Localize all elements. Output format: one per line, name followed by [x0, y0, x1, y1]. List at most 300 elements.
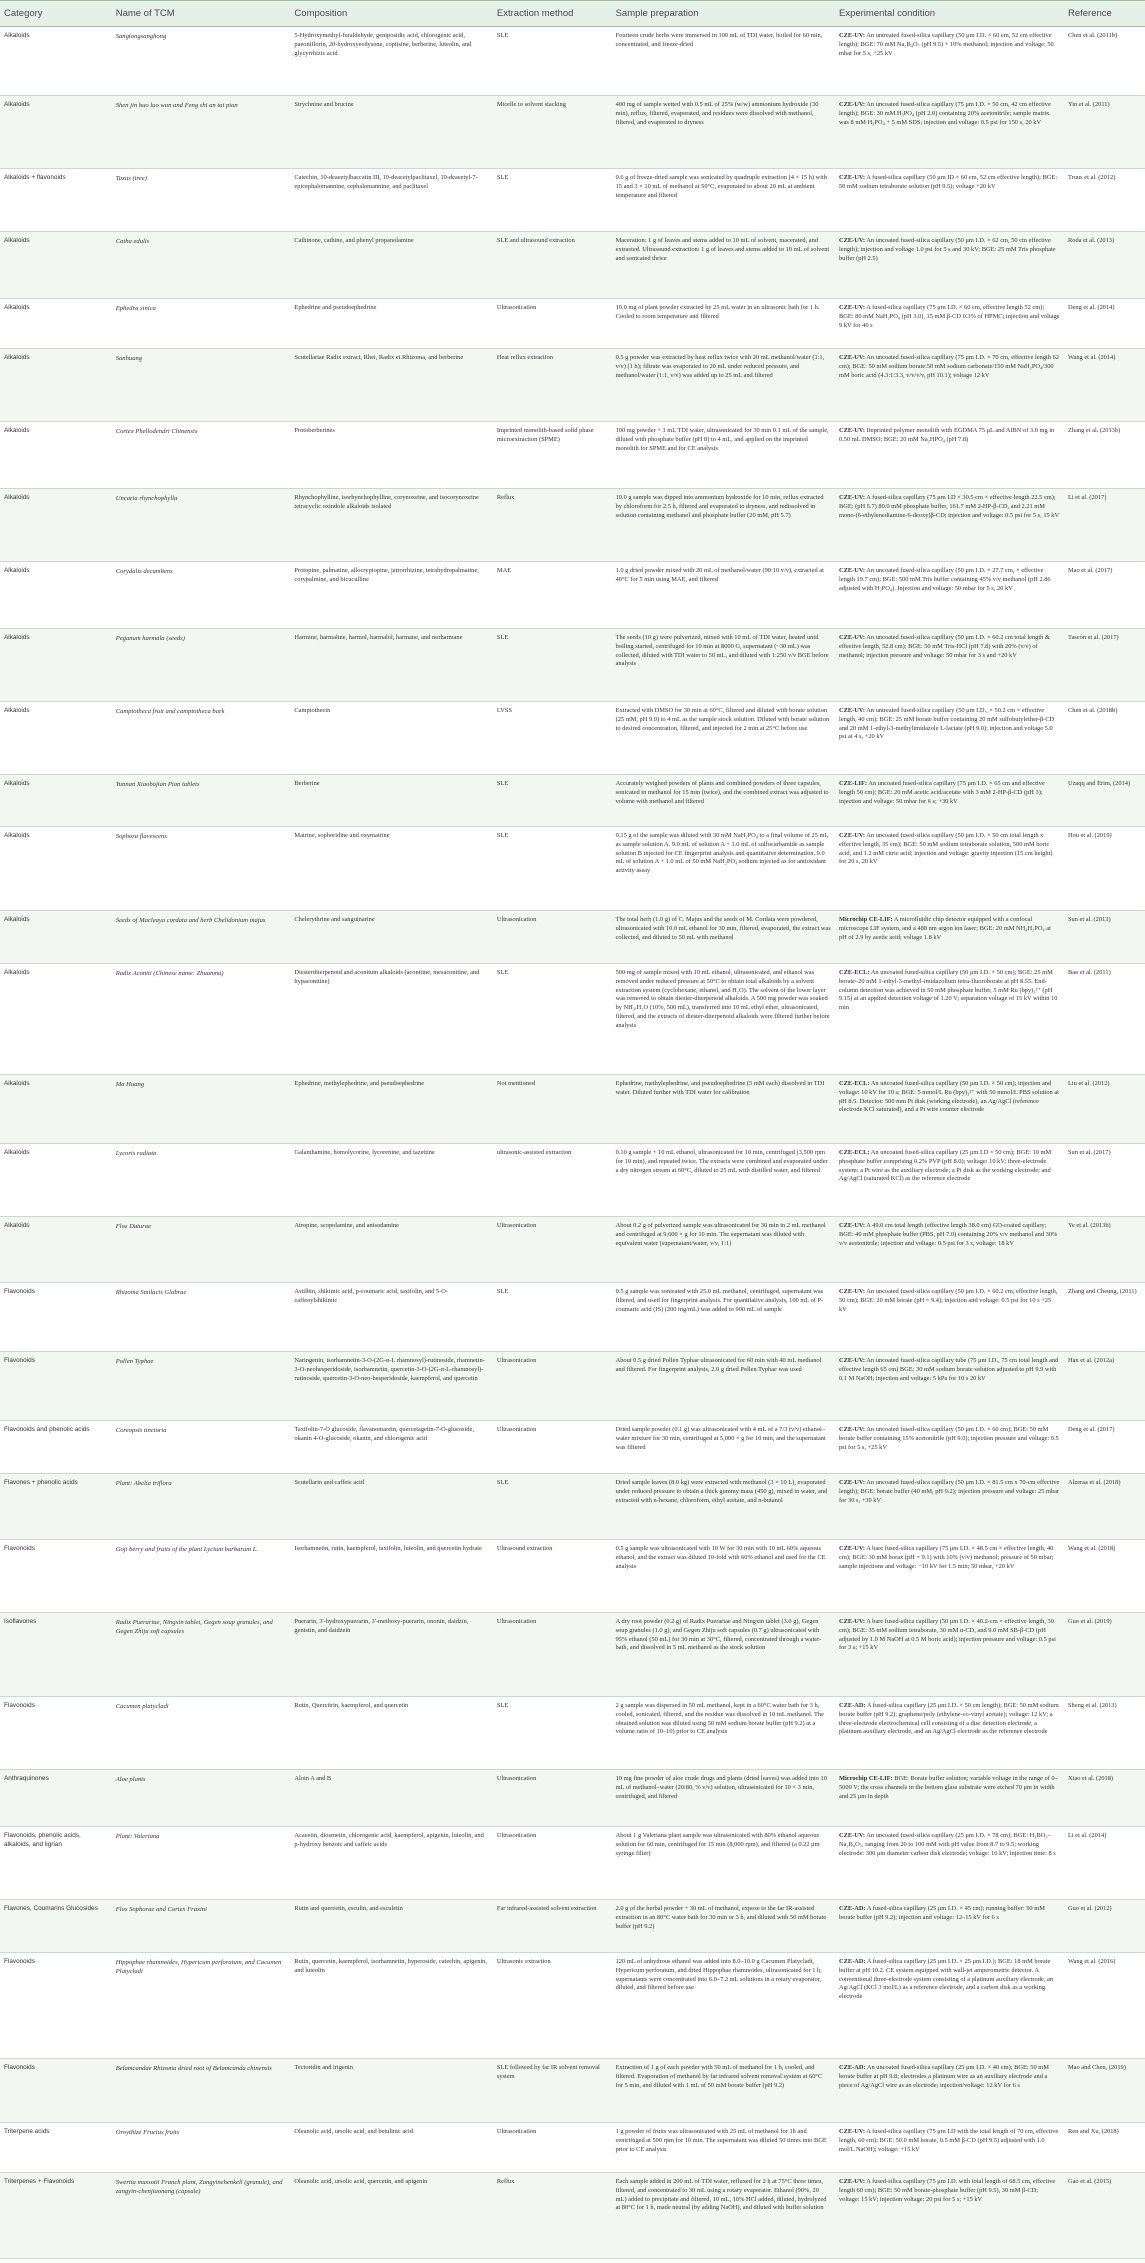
cell-experimental-condition	[835, 422, 1064, 489]
cell-reference: Li et al. (2014)	[1064, 1827, 1145, 1900]
cell-category: Flavonoids	[0, 1283, 112, 1352]
cell-sample-preparation: Accurately weighed powders of plants and combined powders of three capsules, sonicated in methanol for 15 min (twice), and the combined extract was adjusted to volume with methanol and filtered	[612, 775, 835, 827]
table-row	[0, 1421, 1145, 1474]
cell-reference: Gao et al. (2015)	[1064, 2173, 1145, 2259]
cell-experimental-condition	[835, 1540, 1064, 1613]
cell-tcm-name: Goji berry and fruits of the plant Lycium barbarum L.	[112, 1540, 291, 1613]
header-composition: Composition	[290, 1, 492, 27]
cell-reference: Truus et al. (2012)	[1064, 169, 1145, 232]
cell-reference: Yin et al. (2011)	[1064, 96, 1145, 169]
header-name: Name of TCM	[112, 1, 291, 27]
table-row	[0, 702, 1145, 775]
cell-composition: Puerarin, 3'-hydroxypuerarin, 3'-methoxy-puerarin, ononin, daidzin, genistin, and daidzein	[290, 1613, 492, 1697]
cell-composition: Protopine, palmatine, allocryptopine, jatrorrhizine, tetrahydropalmatine, corypalmine, and bicuculline	[290, 562, 492, 629]
cell-reference: Hou et al. (2019)	[1064, 827, 1145, 911]
cell-tcm-name: Camptotheca fruit and camptotheca bark	[112, 702, 291, 775]
cell-extraction-method: Far infrared-assisted solvent extraction	[493, 1900, 612, 1953]
cell-tcm-name: Flos Daturae	[112, 1217, 291, 1283]
condition-text: A fused-silica capillary (25 μm I.D. × 25 μm I.D.); BGE: 18 mM borate buffer at pH 10.2. CE system equipped with wall-jet amperometric detector. A conventional three-electrode system consisting of a platinum auxiliary electrode, an Ag/AgCl (KCl 3 mol/L) as a reference electrode, and a carbon disk as a working electrode	[838, 1958, 1053, 2001]
cell-category: Alkaloids	[0, 299, 112, 349]
cell-experimental-condition	[835, 2173, 1064, 2259]
cell-reference: Sun et al. (2013)	[1064, 911, 1145, 964]
condition-text: An uncoated fused-silica capillary (50 μm I.D. × 60.2 cm total length & effective length, 52.8 cm); BGE: 50 mM Tris-HCl (pH 7.8) with 20% (v/v) of methanol; injection pressure and voltage: 50 mbar for 3 s and +20 kV	[838, 634, 1050, 659]
cell-experimental-condition	[835, 96, 1064, 169]
cell-tcm-name: Seeds of Macleaya cordata and herb Chelidonium majus	[112, 911, 291, 964]
cell-tcm-name: Radix Aconiti (Chinese name: Zhuanmu)	[112, 964, 291, 1075]
condition-technique-label: CZE-UV:	[838, 2128, 866, 2135]
cell-extraction-method: SLE	[493, 964, 612, 1075]
cell-experimental-condition	[835, 1613, 1064, 1697]
cell-sample-preparation: 10.0 g sample was dipped into ammonium hydroxide for 10 min, reflux extracted by chloroform for 2.5 h, filtered and evaporated to dryness, and redissolved in solution containing methanol and phosphate buffer (20 mM, pH 5.7)	[612, 489, 835, 562]
cell-experimental-condition	[835, 1953, 1064, 2059]
table-row	[0, 629, 1145, 702]
cell-sample-preparation: Ephedrine, methylephedrine, and pseudoephedrine (5 mM each) dissolved in TDI water. Diluted further with TDI water for calibration	[612, 1075, 835, 1144]
condition-text: An uncoated fused-silica capillary (50 μm I.D. × 60 cm); BGE: 50 mM borate buffer containing 15% acetonitrile (pH 9.0); injection pressure and voltage: 0.5 psi for 5 s, +25 kV	[838, 1426, 1059, 1451]
cell-reference: Ren and Xu, (2018)	[1064, 2123, 1145, 2173]
cell-reference: Zhang and Cheung, (2011)	[1064, 1283, 1145, 1352]
cell-sample-preparation: 1.0 g dried powder mixed with 20 mL of methanol/water (90:10 v/v), extracted at 40°C for 5 min using MAE, and filtered	[612, 562, 835, 629]
condition-technique-label: CZE-UV:	[838, 634, 866, 641]
cell-tcm-name: Aloe plants	[112, 1770, 291, 1827]
cell-category: Flavonoids	[0, 2059, 112, 2123]
table-row	[0, 2123, 1145, 2173]
condition-text: An uncoated fused-silica capillary (75 μm I.D. × 50 cm, 42 cm effective length); BGE: 30 mM H₃PO₄ (pH 2.0) containing 20% acetonitrile; sample matrix was 8 mM H₃PO₄ + 5 mM SDS; injection and voltage: 0.5 psi for 150 s, 20 kV	[838, 101, 1051, 126]
table-row	[0, 1770, 1145, 1827]
condition-text: BGE: Borate buffer solution; variable voltage in the range of 0–5000 V; the cross channels in the bottom glass substrate were etched 70 μm in width and 25 μm in depth	[838, 1775, 1058, 1800]
cell-category: Flavonoids	[0, 1953, 112, 2059]
cell-experimental-condition	[835, 1144, 1064, 1217]
cell-category: Alkaloids + flavonoids	[0, 169, 112, 232]
cell-category: Alkaloids	[0, 27, 112, 96]
cell-sample-preparation: Extracted with DMSO for 30 min at 60°C, filtered and diluted with borate solution (25 mM, pH 9.0) to 4 mL as the sample stock solution. Diluted with borate solution to desired concentration, filtered, and injected for 2 min at 25°C before use	[612, 702, 835, 775]
condition-technique-label: CZE-AD:	[838, 2064, 866, 2071]
cell-category: Triterpenes + Flavonoids	[0, 2173, 112, 2259]
cell-tcm-name: Corydalis decumbens	[112, 562, 291, 629]
condition-technique-label: CZE-UV:	[838, 832, 866, 839]
condition-text: A fused-silica capillary (25 μm I.D. × 45 cm); running buffer: 50 mM borate buffer (pH 9.2); injection and voltage: 12–15 kV for 6 s	[838, 1905, 1045, 1921]
cell-sample-preparation: 500 mg of sample mixed with 10 mL ethanol, ultrasonicated, and ethanol was removed under reduced pressure at 50°C to obtain total alkaloids by a solvent extraction system (cyclohexane, ethanol, and H₂O). The solvent of the lower layer was removed to obtain diester-diterpenoid alkaloids. A 500 mg powder was soaked by NH₃.H₂O (10%, 500 mL), transferred into 10 mL ethyl ether, ultrasonicated, filtered, and the extracts of diester-diterpenoid alkaloids were filtered further before analysis	[612, 964, 835, 1075]
cell-extraction-method: Ultrasonication	[493, 2123, 612, 2173]
cell-composition: Oleanolic acid, ursolic acid, and betulinic acid	[290, 2123, 492, 2173]
condition-text: A microfluidic chip detector equipped with a confocal microscope LIF system, and a 488 nm argon ion laser; BGE: 20 mM NH₄H₂PO₄ at pH of 2.9 by acetic acid; voltage 1.8 kV	[838, 916, 1051, 941]
cell-sample-preparation: 400 mg of sample wetted with 0.5 mL of 25% (w/w) ammonium hydroxide (30 min), reflux, filtered, evaporated, and residues were dissolved with methanol, filtered, and evaporated to dryness	[612, 96, 835, 169]
cell-experimental-condition	[835, 1283, 1064, 1352]
cell-extraction-method: Ultrasonication	[493, 1827, 612, 1900]
cell-tcm-name: Pollen Typhae	[112, 1352, 291, 1421]
condition-text: A bare fused-silica capillary (50 μm I.D. × 40.2-cm × effective length, 30 cm); BGE: 35 mM sodium tetraborate, 30 mM α-CD, and 9.0 mM SB-β-CD (pH adjusted by 1.0 M NaOH at 0.5 M boric acid); injection pressure and voltage: 0.5 psi for 3 s; +15 kV	[838, 1618, 1056, 1652]
cell-composition: Astilbin, shikimic acid, p-coumaric acid, taxifolin, and 5-O-caffeoylshikimic	[290, 1283, 492, 1352]
cell-composition: Taxifolin-7-O glucoside, flavanomarein, quercetagetin-7-O-glucoside, okanin 4-O-glucoside, okanin, and chlorogenic acid	[290, 1421, 492, 1474]
cell-category: Flavones + phenolic acids	[0, 1474, 112, 1540]
cell-reference: Tascón et al. (2017)	[1064, 629, 1145, 702]
cell-sample-preparation: 0.5 g sample was ultrasonicated with 10 W for 30 min with 10 mL 60% aqueous ethanol, and the extract was diluted 10-fold with 60% ethanol and used for the CE analysis	[612, 1540, 835, 1613]
cell-reference: Xiao et al. (2018)	[1064, 1770, 1145, 1827]
cell-experimental-condition	[835, 232, 1064, 299]
cell-extraction-method: Ultrasonication	[493, 1352, 612, 1421]
cell-sample-preparation: 0.15 g of the sample was diluted with 30 mM NaH₂PO₄ to a final volume of 25 mL as sample solution A. 9.0 mL of solution A + 1.0 mL of sulfocarbamide as sample solution B injected for CE fingerprint analysis and quantitative determination. 9.0 mL of solution A + 1.0 mL of 50 mM NaH₂PO₄ sodium injected as for antioxidant activity assay	[612, 827, 835, 911]
cell-sample-preparation: The seeds (10 g) were pulverized, mixed with 10 mL of TDI water, heated until boiling started, centrifuged for 10 min at 8000 G, supernatant (~30 mL) was collected, diluted with TDI water to 50 mL, and diluted with 1:250 v/v BGE before analysis	[612, 629, 835, 702]
cell-reference: Uzaqq and Erim, (2014)	[1064, 775, 1145, 827]
condition-text: An uncoated fused-silica capillary (25 μm I.D. × 78 cm); BGE: H₃BO₃–Na₂B₄O₇, ranging from 20 to 100 mM with pH value from 8.7 to 9.5; working electrode: 300 μm diameter carbon disk electrode; voltage: 16 kV; injection time: 8 s	[838, 1832, 1056, 1857]
cell-category: Alkaloids	[0, 562, 112, 629]
cell-tcm-name: Sophora flavescens	[112, 827, 291, 911]
cell-composition: Isorhamnetin, rutin, kaempferol, taxifolin, luteolin, and quercetin hydrate	[290, 1540, 492, 1613]
cell-experimental-condition	[835, 1697, 1064, 1770]
cell-experimental-condition	[835, 1421, 1064, 1474]
cell-extraction-method: Reflux	[493, 2173, 612, 2259]
condition-technique-label: Microchip CE-LIF:	[838, 1775, 893, 1782]
cell-tcm-name: Lycoris radiata	[112, 1144, 291, 1217]
condition-technique-label: CZE-UV:	[838, 1545, 866, 1552]
table-row	[0, 1697, 1145, 1770]
cell-sample-preparation: The total herb (1.0 g) of C. Majus and the seeds of M. Cordata were powdered, ultrasonicated with 10.0 mL ethanol for 30 min, filtered, evaporated, the extract was collected, and diluted to 50 mL with methanol	[612, 911, 835, 964]
cell-extraction-method: Ultrasonication	[493, 1421, 612, 1474]
cell-experimental-condition	[835, 2123, 1064, 2173]
cell-tcm-name: Ephedra sinica	[112, 299, 291, 349]
cell-tcm-name: Peganum harmala (seeds)	[112, 629, 291, 702]
table-header-row	[0, 1, 1145, 27]
table-body	[0, 27, 1145, 2259]
cell-composition: Naringenin, isorhamnetin-3-O-(2G-α-L rhamnosyl)-rutinoside, rhamnetin-3-O-neohesperidoside, isorhamnetin, quercetin-3-O-(2G-α-L-rhamnosyl)-rutinoside, quercetin-3-O-neo-hesperidoside, kaempferol, and quercetin	[290, 1352, 492, 1421]
cell-extraction-method: SLE	[493, 1697, 612, 1770]
cell-composition: Strychnine and brucine	[290, 96, 492, 169]
condition-text: An uncoated fused-silica capillary (25 μm I.D × 50 cm); BGE: 10 mM phosphate buffer comprising 0.2% PVP (pH 8.0); voltage: 10 kV; three-electrode system: a Pt wire as the auxiliary electrode; a Pt disk as the working electrode; and Ag/AgCl (saturated KCl) as the reference electrode	[838, 1149, 1052, 1183]
cell-category: Alkaloids	[0, 702, 112, 775]
cell-category: Alkaloids	[0, 1144, 112, 1217]
condition-text: A fused-silica capillary (75 μm I.D. with total length of 68.5 cm, effective length 60 cm); BGE: 50 mM borate-phosphate buffer (pH 9.5), 30 mM β-CD; voltage: 15 kV; injection voltage: 20 psi for 5 s; +15 kV	[838, 2178, 1056, 2203]
table-row	[0, 349, 1145, 422]
cell-composition: Tectoridin and irigenin	[290, 2059, 492, 2123]
cell-category: Alkaloids	[0, 629, 112, 702]
cell-experimental-condition	[835, 2059, 1064, 2123]
cell-tcm-name: Uncaria rhynchophylla	[112, 489, 291, 562]
header-reference: Reference	[1064, 1, 1145, 27]
cell-composition: Diesterditerpenoid and aconitum alkaloids (aconitine, mesaconitine, and hypaconitine)	[290, 964, 492, 1075]
condition-technique-label: CZE-UV:	[838, 427, 866, 434]
cell-sample-preparation: 2.0 g of the herbal powder + 30 mL of methanol, expose to the far IR-assisted extraction in an 80°C water bath for 30 min or 3 h, and diluted with 50 mM borate buffer (pH 9.2)	[612, 1900, 835, 1953]
condition-technique-label: CZE-UV:	[838, 1832, 866, 1839]
header-preparation: Sample preparation	[612, 1, 835, 27]
cell-experimental-condition	[835, 964, 1064, 1075]
condition-technique-label: CZE-UV:	[838, 237, 866, 244]
cell-sample-preparation: 1 g powder of fruits was ultrasonicated with 25 mL of methanol for 1h and centrifuged at 500 rpm for 10 min. The supernatant was diluted 50 times into BGE prior to CE analysis	[612, 2123, 835, 2173]
cell-extraction-method: MAE	[493, 562, 612, 629]
condition-technique-label: Microchip CE-LIF:	[838, 916, 893, 923]
condition-text: An uncoated fused-silica capillary (75 μm I.D. × 70 cm, effective length 62 cm); BGE: 50 mM sodium borate:50 mM sodium carbonate/150 mM NaH₂PO₄/300 mM boric acid (4.3:1:3.3, v/v/v/v, pH 10.1); voltage 12 kV	[838, 354, 1059, 379]
condition-technique-label: CZE-ECL:	[838, 1149, 870, 1156]
cell-experimental-condition	[835, 702, 1064, 775]
cell-extraction-method: Ultrasonic extraction	[493, 1953, 612, 2059]
cell-category: Alkaloids	[0, 349, 112, 422]
cell-tcm-name: Swertia mussotii Franch plant, Zangyinchenkeli (granule), and zangyin-chenjiaonang (capsule)	[112, 2173, 291, 2259]
table-row	[0, 2059, 1145, 2123]
cell-extraction-method: LVSS	[493, 702, 612, 775]
table-row	[0, 27, 1145, 96]
table-row	[0, 562, 1145, 629]
table-row	[0, 1540, 1145, 1613]
cell-tcm-name: Oroythize Fructus fruits	[112, 2123, 291, 2173]
table-row	[0, 1283, 1145, 1352]
cell-category: Flavonoids and phenolic acids	[0, 1421, 112, 1474]
cell-reference: Han et al. (2012a)	[1064, 1352, 1145, 1421]
cell-reference: Mao et al. (2017)	[1064, 562, 1145, 629]
cell-experimental-condition	[835, 1474, 1064, 1540]
cell-experimental-condition	[835, 1352, 1064, 1421]
header-condition: Experimental condition	[835, 1, 1064, 27]
condition-technique-label: CZE-UV:	[838, 1222, 866, 1229]
condition-text: An uncoated fused-silica capillary (50 μm I.D. × 62 cm, 50 cm effective length); injection and voltage 1.0 psi for 5 s and 30 kV; BGE: 25 mM Tris phosphate buffer (pH 2.5)	[838, 237, 1056, 262]
cell-experimental-condition	[835, 827, 1064, 911]
cell-sample-preparation: 10 mg fine powder of aloe crude drugs and plants (dried leaves) was added into 10 mL of methanol–water (20:80, % v/v) solution, ultrasonicated for 10 × 3 min, centrifuged, and filtered	[612, 1770, 835, 1827]
condition-technique-label: CZE-UV:	[838, 304, 866, 311]
cell-extraction-method: Ultrasonication	[493, 1217, 612, 1283]
cell-sample-preparation: 10.0 mg of plant powder extracted by 25 mL water in an ultrasonic bath for 1 h. Cooled to room temperature and filtered	[612, 299, 835, 349]
cell-extraction-method: Ultrasonication	[493, 299, 612, 349]
cell-sample-preparation: Dried sample powder (0.1 g) was ultrasonicated with 4 mL of a 7/3 (v/v) ethanol–water mixture for 30 min, centrifuged at 5,000 × g for 10 min, and the supernatant was filtered	[612, 1421, 835, 1474]
cell-composition: Oleanolic acid, ursolic acid, quercetin, and apigenin	[290, 2173, 492, 2259]
cell-extraction-method: SLE	[493, 827, 612, 911]
condition-technique-label: CZE-AD:	[838, 1905, 866, 1912]
cell-reference: Chen et al. (2011b)	[1064, 27, 1145, 96]
cell-composition: Harmine, harmaline, harmol, harmalol, harmane, and norharmane	[290, 629, 492, 702]
condition-text: Imprinted polymer monolith with EGDMA 75 μL and AIBN of 3.0 mg in 0.50 mL DMSO; BGE: 20 mM Na₂HPO₄ (pH 7.8)	[838, 427, 1055, 443]
table-row	[0, 169, 1145, 232]
cell-experimental-condition	[835, 27, 1064, 96]
cell-category: Flavones, Coumarins Glucosides	[0, 1900, 112, 1953]
cell-experimental-condition	[835, 629, 1064, 702]
cell-extraction-method: SLE	[493, 27, 612, 96]
condition-technique-label: CZE-UV:	[838, 32, 866, 39]
table-row	[0, 232, 1145, 299]
condition-technique-label: CZE-LIF:	[838, 780, 868, 787]
cell-sample-preparation: 0.5 g powder was extracted by heat reflux twice with 20 mL methanol/water (1:1, v/v) (1 h); filtrate was evaporated to 20 mL under reduced pressure, and methanol/water (1:1, v/v) was added up to 25 mL and filtered	[612, 349, 835, 422]
cell-extraction-method: Micelle to solvent stacking	[493, 96, 612, 169]
cell-tcm-name: Belamcandae Rhizoma dried root of Belamcanda chinensis	[112, 2059, 291, 2123]
cell-reference: Guo et al. (2012)	[1064, 1900, 1145, 1953]
cell-category: Triterpene acids	[0, 2123, 112, 2173]
cell-sample-preparation: Fourteen crude herbs were immersed in 100 mL of TDI water, boiled for 60 min, concentrated, and freeze-dried	[612, 27, 835, 96]
cell-composition: Ephedrine and pseudoephedrine	[290, 299, 492, 349]
cell-tcm-name: Plant: Abelia triflora	[112, 1474, 291, 1540]
cell-extraction-method: Not mentioned	[493, 1075, 612, 1144]
cell-composition: Aloin A and B	[290, 1770, 492, 1827]
condition-technique-label: CZE-UV:	[838, 707, 866, 714]
cell-category: Flavonoids, phenolic acids, alkaloids, and lignan	[0, 1827, 112, 1900]
cell-composition: Rutin, Quercitrin, kaempferol, and quercetin	[290, 1697, 492, 1770]
cell-reference: Mao and Chen, (2019)	[1064, 2059, 1145, 2123]
cell-tcm-name: Cortex Phellodendri Chinensis	[112, 422, 291, 489]
cell-extraction-method: SLE	[493, 1474, 612, 1540]
cell-composition: Rhynchophylline, isorhynchophylline, corynoxeine, and isocorynoxeine tetracyclic oxindole alkaloids isolated	[290, 489, 492, 562]
condition-technique-label: CZE-ECL:	[838, 969, 870, 976]
condition-text: A bare fused-silica capillary (75 μm I.D. × 48.5 cm × effective length, 40 cm); BGE: 30 mM borax (pH = 9.1) with 10% (v/v) methanol; pressure of 50 mbar; sample injections and voltage: −10 kV for 1.5 min; 50 mbar, +20 kV	[838, 1545, 1054, 1570]
table-row	[0, 96, 1145, 169]
table-row	[0, 1217, 1145, 1283]
cell-extraction-method: SLE	[493, 169, 612, 232]
cell-reference: Sheng et al. (2013)	[1064, 1697, 1145, 1770]
table-row	[0, 422, 1145, 489]
cell-composition: 5-Hydroxymethyl-furaldehyde, geniposidic acid, chlorogenic acid, paeoniflorin, 20-hydroxyecdysone, coptisine, berberine, luteolin, and glycyrrhizic acid	[290, 27, 492, 96]
cell-reference: Bao et al. (2011)	[1064, 964, 1145, 1075]
cell-reference: Chen et al. (2018b)	[1064, 702, 1145, 775]
condition-text: A fused-silica capillary (75 μm I.D × 30.5 cm × effective length 22.5 cm); BGE: (pH 5.7) 80.0 mM phosphate buffer, 161.7 mM 2-HP-β-CD, and 2.21 mM mono-(6-ethylenediamine-6-deoxy)β-CD; injection and voltage: 0.5 psi for 5 s, 15 kV	[838, 494, 1060, 519]
condition-technique-label: CZE-UV:	[838, 1479, 866, 1486]
condition-text: An uncoated fused-silica capillary (50 μm I.D. × 50 cm total length x effective length, 35 cm); BGE: 50 mM sodium tetraborate solution, 500 mM boric acid, and 1.2 mM citric acid; injection and voltage: gravity injection (15 cm height) for 20 s, 20 kV	[838, 832, 1053, 866]
cell-experimental-condition	[835, 169, 1064, 232]
cell-composition: Rutin, quercetin, kaempferol, isorhamnetin, hyperoside, catechin, apigenin, and luteolin	[290, 1953, 492, 2059]
cell-experimental-condition	[835, 1217, 1064, 1283]
condition-technique-label: CZE-UV:	[838, 174, 866, 181]
cell-extraction-method: SLE and ultrasound extraction	[493, 232, 612, 299]
cell-tcm-name: Ma Huang	[112, 1075, 291, 1144]
condition-technique-label: CZE-AD:	[838, 1702, 866, 1709]
condition-technique-label: CZE-UV:	[838, 1618, 866, 1625]
header-category: Category	[0, 1, 112, 27]
cell-composition: Ephedrine, methylephedrine, and pseudoephedrine	[290, 1075, 492, 1144]
cell-experimental-condition	[835, 562, 1064, 629]
cell-experimental-condition	[835, 349, 1064, 422]
condition-technique-label: CZE-UV:	[838, 1426, 866, 1433]
condition-technique-label: CZE-UV:	[838, 354, 866, 361]
cell-extraction-method: Reflux	[493, 489, 612, 562]
cell-sample-preparation: 0.5 g sample was sonicated with 25.0 mL methanol, centrifuged, supernatant was filtered, and used for fingerprint analysis. For quantitative analysis, 100 mL of P-coumaric acid (IS) (200 mg/mL) was added to 900 mL of sample	[612, 1283, 835, 1352]
condition-technique-label: CZE-UV:	[838, 567, 866, 574]
cell-experimental-condition	[835, 1900, 1064, 1953]
cell-reference: Li et al. (2017)	[1064, 489, 1145, 562]
cell-tcm-name: Coreopsis tinctoria	[112, 1421, 291, 1474]
condition-technique-label: CZE-ECL:	[838, 1080, 870, 1087]
condition-text: An uncoated fused-silica capillary (50 μm I.D. × 50 cm); injection and voltage: 10 kV for 10 s; BGE: 5 mmol/L Ru (bpy)₃²⁺ with 50 mmol/L PBS solution at pH 8.5. Detector: 500 mm Pt disk (working electrode), an Ag/AgCl (reference electrode KCl saturated), and a Pt wire counter electrode	[838, 1080, 1059, 1114]
condition-text: An uncoated fused-silica capillary (75 μm I.D. × 65 cm and effective length 50 cm); BGE: 20 mM acetic acid/acetate with 3 mM 2-HP-β-CD (pH 3); injection and voltage: 50 mbar for 6 s; +30 kV	[838, 780, 1045, 805]
cell-category: Alkaloids	[0, 964, 112, 1075]
cell-category: Alkaloids	[0, 96, 112, 169]
cell-sample-preparation: 2 g sample was dispersed in 50 mL methanol, kept in a 60°C water bath for 3 h, cooled, sonicated, filtered, and the residue was dissolved in 10 mL methanol. The obtained solution was diluted using 50 mM sodium borate buffer (pH 9.2) at a volume ratio of 10–10) prior to CE analysis	[612, 1697, 835, 1770]
cell-experimental-condition	[835, 489, 1064, 562]
cell-category: Alkaloids	[0, 232, 112, 299]
cell-sample-preparation: Extraction of 1 g of each powder with 50 mL of methanol for 1 h, cooled, and filtered. Evaporation of methanol by far infrared solvent removal system at 60°C for 5 min, and diluted with 1 mL of 50 mM borate buffer (pH 9.2)	[612, 2059, 835, 2123]
cell-category: Alkaloids	[0, 827, 112, 911]
cell-extraction-method: Imprinted monolith-based solid phase microextraction (SPME)	[493, 422, 612, 489]
cell-experimental-condition	[835, 1770, 1064, 1827]
condition-text: An untreated fused-silica capillary (50 μm I.D., × 50.2 cm × effective length, 40 cm); BGE: 25 mM borate buffer containing 20 mM sulfobutylether-β-CD and 20 mM 1-ethyl-3-methylimidazole L-lactate (pH 9.0); injection and voltage 5.0 psi at 4 s, +20 kV	[838, 707, 1055, 741]
cell-reference: Wang et al. (2018)	[1064, 1540, 1145, 1613]
condition-technique-label: CZE-UV:	[838, 494, 866, 501]
cell-reference: Alzeraa et al. (2018)	[1064, 1474, 1145, 1540]
cell-category: Flavonoids	[0, 1352, 112, 1421]
cell-experimental-condition	[835, 775, 1064, 827]
cell-composition: Scutellarin and caffeic acid	[290, 1474, 492, 1540]
condition-text: An uncoated fused-silica capillary tube (75 μm I.D., 75 cm total length and effective length 65 cm) BGE: 30 mM sodium borate solution adjusted to pH 9.9 with 0.1 M NaOH; injection and voltage: 5 kPa for 10 s 20 kV	[838, 1357, 1059, 1382]
table-row	[0, 2173, 1145, 2259]
cell-reference: Sun et al. (2017)	[1064, 1144, 1145, 1217]
condition-text: An uncoated fused-silica capillary (25 μm I.D. × 40 cm); BGE: 50 mM borate buffer at pH 9.8; electrodes a platinum wire as an auxiliary electrode and a piece of Ag/AgCl wire as an electrode; injection/voltage: 12 kV for 6 s	[838, 2064, 1049, 2089]
cell-category: Alkaloids	[0, 489, 112, 562]
cell-composition: Acacetin, diosmetin, chlorogenic acid, kaempferol, apigenin, luteolin, and p-hydroxy benzoic and caffeic acids	[290, 1827, 492, 1900]
table-row	[0, 1953, 1145, 2059]
cell-experimental-condition	[835, 911, 1064, 964]
cell-experimental-condition	[835, 299, 1064, 349]
table-row	[0, 1900, 1145, 1953]
cell-reference: Guo et al. (2019)	[1064, 1613, 1145, 1697]
cell-sample-preparation: Each sample added in 200 mL of TDI water, refluxed for 2 h at 75°C three times, filtered, and concentrated to 30 mL using a rotary evaporator. Ethanol (90%, 20 mL) added to precipitate and filtered, 10 mL, 10% HCl added, diluted, hydrolyzed at 80°C for 1 h, made neutral (by adding NaOH), and diluted with buffer solution	[612, 2173, 835, 2259]
table-row	[0, 775, 1145, 827]
condition-text: A fused-silica capillary (75 μm I.D with the total length of 70 cm, effective length, 60 cm); BGE: 50.0 mM borate, 0.5 mM β-CD (pH 9.5) adjusted with 1.0 mol/L NaOH); voltage: +15 kV	[838, 2128, 1059, 2153]
condition-technique-label: CZE-AD:	[838, 1958, 866, 1965]
cell-tcm-name: Sangtongsanghong	[112, 27, 291, 96]
cell-sample-preparation: About 1 g Valeriana plant sample was ultrasonicated with 80% ethanol aqueous solution for 60 min, centrifuged for 15 min (8,000 rpm), and filtered (a 0.22 μm syringe filter)	[612, 1827, 835, 1900]
cell-reference: Liu et al. (2012)	[1064, 1075, 1145, 1144]
condition-technique-label: CZE-UV:	[838, 101, 866, 108]
cell-sample-preparation: A dry root powder (0.2 g) of Radix Puerariae and Ningxin tablet (3.0 g), Gegen soup granules (1.0 g), and Gegen Zhiju soft capsules (0.7 g) ultrasonicated with 95% ethanol (50 mL) for 30 min at 30°C, filtered, concentrated through a water-bath, and dissolved in 5 mL methanol as the stock solution	[612, 1613, 835, 1697]
cell-category: Isoflavones	[0, 1613, 112, 1697]
cell-sample-preparation: 100 mg powder + 1 mL TDI water, ultrasonicated for 30 min 0.1 mL of the sample, diluted with phosphate buffer (pH 8) to 4 mL, and applied on the imprinted monolith for SPME and for CE analysis	[612, 422, 835, 489]
cell-sample-preparation: 0.10 g sample + 10 mL ethanol, ultrasonicated for 10 min, centrifuged (3,500 rpm for 10 min), and repeated twice. The extracts were combined and evaporated under a dry nitrogen stream at 60°C, diluted to 25 mL with distilled water, and filtered	[612, 1144, 835, 1217]
cell-sample-preparation: About 0.2 g of pulverized sample was ultrasonicated for 30 min in 2 mL methanol and centrifuged at 9,600 × g for 10 min. The supernatant was diluted with equivalent water (supernatant/water, v/v, 1:1)	[612, 1217, 835, 1283]
cell-extraction-method: SLE	[493, 775, 612, 827]
cell-category: Alkaloids	[0, 775, 112, 827]
table-row	[0, 1474, 1145, 1540]
cell-experimental-condition	[835, 1075, 1064, 1144]
table-row	[0, 299, 1145, 349]
cell-category: Alkaloids	[0, 1217, 112, 1283]
cell-tcm-name: Sanhuang	[112, 349, 291, 422]
cell-reference: Wang et al. (2014)	[1064, 349, 1145, 422]
cell-reference: Deng et al. (2017)	[1064, 1421, 1145, 1474]
cell-reference: Ye et al. (2013b)	[1064, 1217, 1145, 1283]
cell-composition: Matrine, sophoridine and oxymatrine	[290, 827, 492, 911]
cell-reference: Deng et al. (2014)	[1064, 299, 1145, 349]
cell-composition: Berberine	[290, 775, 492, 827]
cell-category: Alkaloids	[0, 911, 112, 964]
cell-composition: Cathinone, cathine, and phenyl propanolamine	[290, 232, 492, 299]
cell-composition: Catechin, 10-deacetylbaccatin III, 10-deacetylpaclitaxel, 10-deacetyl-7-epicephalomannine, cephalomannine, and paclitaxel	[290, 169, 492, 232]
table-row	[0, 1144, 1145, 1217]
cell-extraction-method: SLE followed by far IR solvent removal system	[493, 2059, 612, 2123]
cell-tcm-name: Shen jin huo luo wan and Feng shi an tai pian	[112, 96, 291, 169]
cell-sample-preparation: Maceration: 1 g of leaves and stems added to 10 mL of solvent, macerated, and extracted. Ultrasound extraction: 1 g of leaves and stems added to 10 mL of solvent and sonicated thrice	[612, 232, 835, 299]
cell-composition: Scutellariae Radix extract, Rhei, Radix et Rhizoma, and berberine	[290, 349, 492, 422]
cell-category: Alkaloids	[0, 1075, 112, 1144]
table-row	[0, 964, 1145, 1075]
cell-category: Alkaloids	[0, 422, 112, 489]
table-row	[0, 1827, 1145, 1900]
cell-composition: Galanthamine, homolycorine, lycorenine, and tazettine	[290, 1144, 492, 1217]
condition-technique-label: CZE-UV:	[838, 2178, 866, 2185]
table-row	[0, 1075, 1145, 1144]
header-extraction: Extraction method	[493, 1, 612, 27]
cell-tcm-name: Flos Sophorae and Cortex Fraxini	[112, 1900, 291, 1953]
cell-reference: Zhang et al. (2013b)	[1064, 422, 1145, 489]
cell-composition: Protoberberines	[290, 422, 492, 489]
condition-text: An uncoated fused-silica capillary (50 μm I.D. × 27.7 cm, × effective length 19.7 cm); BGE: 500 mM Tris buffer containing 45% v/v methanol (pH 2.86 adjusted with H₃PO₄). Injection and voltage: 50 mbar for 5 s, 20 kV	[838, 567, 1051, 592]
cell-tcm-name: Cacumen platycladi	[112, 1697, 291, 1770]
table-row	[0, 827, 1145, 911]
cell-tcm-name: Hippophae rhamnoides, Hypericum perforatum, and Cacumen Platycladi	[112, 1953, 291, 2059]
cell-composition: Atropine, scopolamine, and anisodamine	[290, 1217, 492, 1283]
cell-composition: Camptothecin	[290, 702, 492, 775]
cell-extraction-method: Ultrasonication	[493, 1613, 612, 1697]
condition-technique-label: CZE-UV:	[838, 1288, 866, 1295]
cell-extraction-method: SLE	[493, 1283, 612, 1352]
cell-composition: Rutin and quercetin, esculin, and esculetin	[290, 1900, 492, 1953]
condition-text: An untreated fused-silica capillary (50 μm I.D. × 60 cm, 52 cm effective length); BGE: 70 mM Na₂B₄O₇ (pH 9.5) + 10% methanol; injection and voltage: 50 mbar for 5 s, +25 kV	[838, 32, 1054, 57]
condition-text: An uncoated fused-silica capillary (50 μm I.D. × 81.5 cm x 70-cm effective length); BGE: borate buffer (40 mM, pH 9.2); injection pressure and voltage: 25 mbar for 30 s, +30 kV	[838, 1479, 1060, 1504]
condition-text: An uncoated fused-silica capillary (50 μm I.D. × 60.2 cm, effective length, 50 cm); BGE: 20 mM borate (pH = 9.4); injection and voltage: 0.5 psi for 10 s +25 kV	[838, 1288, 1058, 1313]
table-row	[0, 1613, 1145, 1697]
condition-text: A fused-silica capillary (75 μm I.D. × 60 cm, effective length 52 cm); BGE: 80 mM NaH₂PO₄ (pH 3.0), 15 mM β-CD 0.3% of HPMC; injection and voltage 9 kV for 40 s	[838, 304, 1060, 329]
condition-text: An uncoated fused-silica capillary (50 μm I.D. × 50 cm); BGE: 25 mM borate–20 mM 1-ethyl-3-methyl-imidazolium tetra-fluoroborate at pH 8.55. End-column detection was achieved in 50 mM phosphate buffer, 5 mM Ru (bpy)₃²⁺ (pH 9.15) at an applied detection voltage of 1.20 V; separation voltage of 15 kV within 10 min	[838, 969, 1058, 1012]
condition-technique-label: CZE-UV:	[838, 1357, 866, 1364]
